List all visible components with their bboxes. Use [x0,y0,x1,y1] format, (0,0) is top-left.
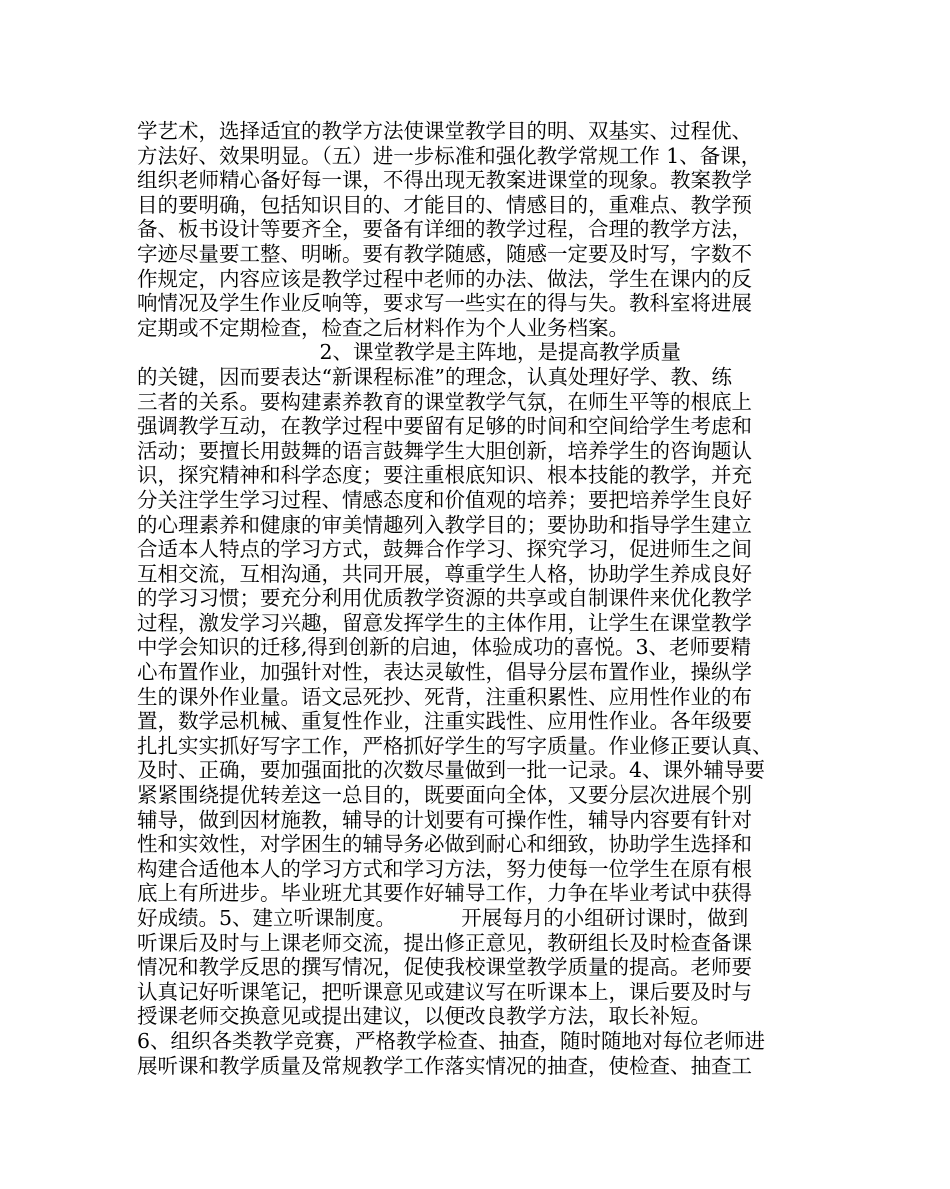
text-line: 方法好、效果明显。（五）进一步标准和强化教学常规工作 1、备课， [137,143,762,168]
text-line: 字迹尽量要工整、明晰。要有教学随感，随感一定要及时写，字数不 [137,241,752,266]
text-line: 构建合适他本人的学习方式和学习方法，努力使每一位学生在原有根 [137,856,752,881]
text-line: 生的课外作业量。语文忌死抄、死背，注重积累性、应用性作业的布 [137,684,752,709]
text-line: 紧紧围绕提优转差这一总目的，既要面向全体，又要分层次进展个别 [137,783,752,808]
text-line: 作规定，内容应该是教学过程中老师的办法、做法，学生在课内的反 [137,266,752,291]
text-line: 底上有所进步。毕业班尤其要作好辅导工作，力争在毕业考试中获得 [137,881,752,906]
text-line: 过程，激发学习兴趣，留意发挥学生的主体作用，让学生在课堂教学 [137,610,752,635]
text-line: 的心理素养和健康的审美情趣列入教学目的；要协助和指导学生建立 [137,512,752,537]
text-line: 定期或不定期检查，检查之后材料作为个人业务档案。 [137,315,629,340]
text-line: 好成绩。5、建立听课制度。 开展每月的小组研讨课时，做到 [137,906,749,930]
text-line: 展听课和教学质量及常规教学工作落实情况的抽查，使检查、抽查工 [137,1053,752,1078]
text-line: 学艺术，选择适宜的教学方法使课堂教学目的明、双基实、过程优、 [137,119,752,143]
text-line: 的关键，因而要表达“新课程标准”的理念，认真处理好学、教、练 [137,364,732,389]
text-line: 分关注学生学习过程、情感态度和价值观的培养；要把培养学生良好 [137,487,752,512]
text-line: 听课后及时与上课老师交流，提出修正意见，教研组长及时检查备课 [137,930,752,955]
text-line: 性和实效性，对学困生的辅导务必做到耐心和细致，协助学生选择和 [137,832,752,857]
text-line: 识，探究精神和科学态度；要注重根底知识、根本技能的教学，并充 [137,463,752,488]
text-line: 活动；要擅长用鼓舞的语言鼓舞学生大胆创新，培养学生的咨询题认 [137,438,752,463]
document-body [137,119,817,1078]
text-line: 辅导，做到因材施教，辅导的计划要有可操作性，辅导内容要有针对 [137,807,752,832]
text-line: 心布置作业，加强针对性，表达灵敏性，倡导分层布置作业，操纵学 [137,660,752,685]
text-line: 情况和教学反思的撰写情况，促使我校课堂教学质量的提高。老师要 [137,955,752,980]
text-line: 6、组织各类教学竞赛，严格教学检查、抽查，随时随地对每位老师进 [137,1028,766,1053]
text-line: 扎扎实实抓好写字工作，严格抓好学生的写字质量。作业修正要认真、 [137,733,773,758]
text-line: 中学会知识的迁移,得到创新的启迪，体验成功的喜悦。3、老师要精 [137,635,752,660]
text-line: 授课老师交换意见或提出建议，以便改良教学方法，取长补短。 [137,1004,711,1029]
text-line: 强调教学互动，在教学过程中要留有足够的时间和空间给学生考虑和 [137,414,752,439]
text-line: 组织老师精心备好每一课，不得出现无教案进课堂的现象。教案教学 [137,168,752,193]
text-line: 备、板书设计等要齐全，要备有详细的教学过程，合理的教学方法， [137,217,752,242]
text-line: 合适本人特点的学习方式，鼓舞合作学习、探究学习，促进师生之间 [137,537,752,562]
text-line: 目的要明确，包括知识目的、才能目的、情感目的，重难点、教学预 [137,192,752,217]
text-line: 互相交流，互相沟通，共同开展，尊重学生人格，协助学生养成良好 [137,561,752,586]
text-line: 三者的关系。要构建素养教育的课堂教学气氛，在师生平等的根底上 [137,389,752,414]
text-line: 置，数学忌机械、重复性作业，注重实践性、应用性作业。各年级要 [137,709,752,734]
text-line: 认真记好听课笔记，把听课意见或建议写在听课本上，课后要及时与 [137,979,752,1004]
text-line: 及时、正确，要加强面批的次数尽量做到一批一记录。4、课外辅导要 [137,758,766,783]
text-line: 的学习习惯；要充分利用优质教学资源的共享或自制课件来优化教学 [137,586,752,611]
text-line: 响情况及学生作业反响等，要求写一些实在的得与失。教科室将进展 [137,291,752,316]
text-line: 2、课堂教学是主阵地，是提高教学质量 [137,340,681,365]
